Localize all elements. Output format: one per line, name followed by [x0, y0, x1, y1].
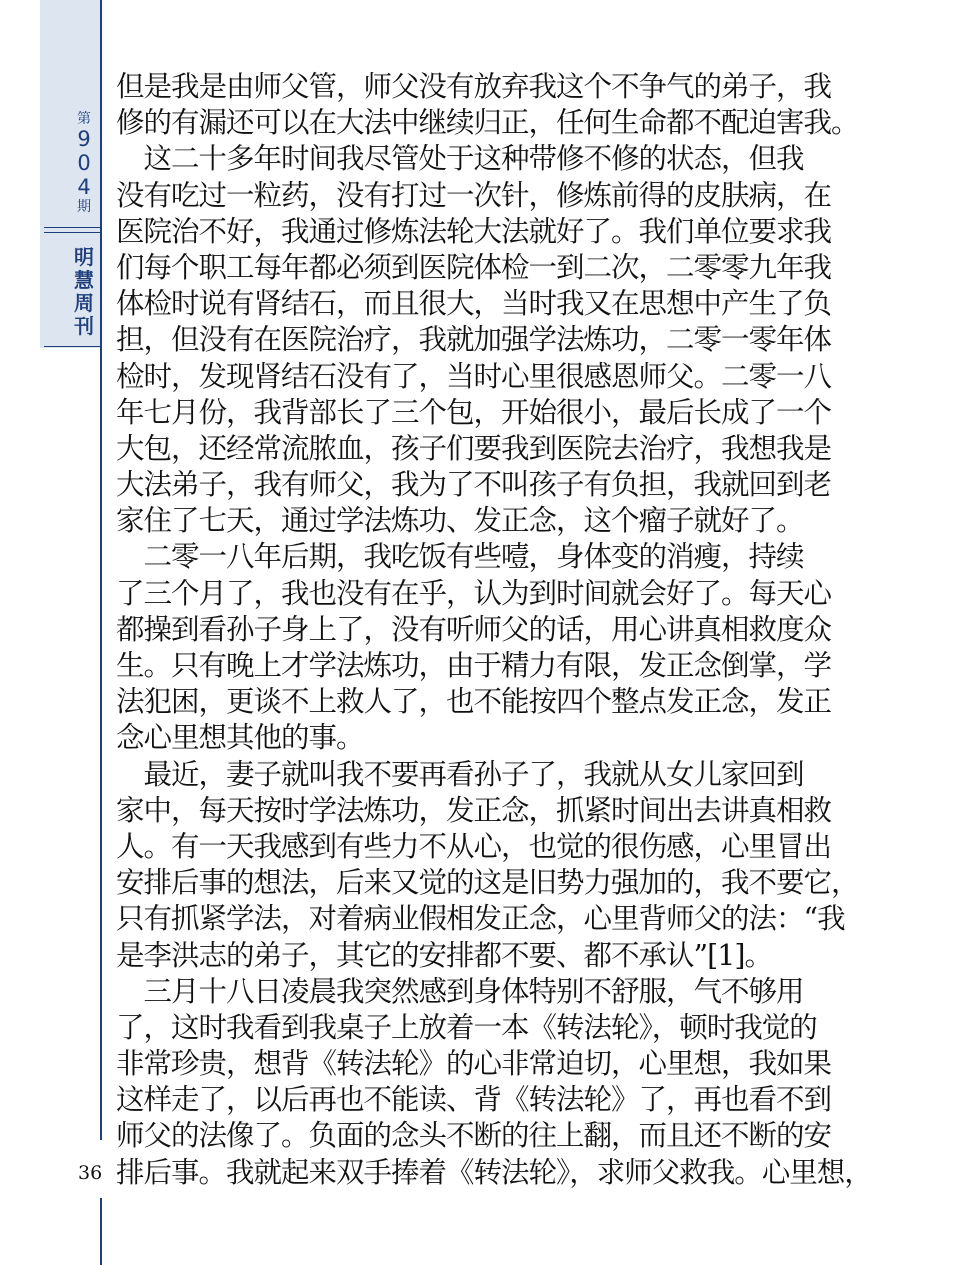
text-line: 年七月份，我背部长了三个包，开始很小，最后长成了一个 — [116, 395, 832, 429]
article-body — [116, 69, 872, 1191]
text-line: 二零一八年后期，我吃饭有些噎，身体变的消瘦，持续 — [116, 540, 804, 574]
text-line: 这样走了，以后再也不能读、背《转法轮》了，再也看不到 — [116, 1083, 832, 1117]
text-line: 检时，发现肾结石没有了，当时心里很感恩师父。二零一八 — [116, 359, 832, 393]
text-line: 了三个月了，我也没有在乎，认为到时间就会好了。每天心 — [116, 576, 832, 610]
text-line: 人。有一天我感到有些力不从心，也觉的很伤感，心里冒出 — [116, 829, 832, 863]
issue-digit: 4 — [77, 175, 91, 199]
issue-digit: 9 — [77, 127, 91, 151]
text-line: 是李洪志的弟子，其它的安排都不要、都不承认”[1]。 — [116, 938, 772, 972]
text-line: 安排后事的想法，后来又觉的这是旧势力强加的，我不要它， — [116, 866, 859, 900]
sidebar-rule — [44, 346, 101, 347]
sidebar-rule — [44, 227, 101, 228]
text-line: 生。只有晚上才学法炼功，由于精力有限，发正念倒掌，学 — [116, 649, 832, 682]
text-line: 修的有漏还可以在大法中继续归正，任何生命都不配迫害我。 — [116, 106, 859, 140]
magazine-title-char: 明 — [74, 245, 94, 269]
sidebar-rule — [44, 232, 101, 233]
magazine-title-char: 周 — [74, 291, 94, 315]
text-line: 家中，每天按时学法炼功，发正念，抓紧时间出去讲真相救 — [116, 793, 832, 827]
text-line: 大法弟子，我有师父，我为了不叫孩子有负担，我就回到老 — [116, 468, 832, 502]
text-line: 这二十多年时间我尽管处于这种带修不修的状态，但我 — [116, 142, 804, 176]
text-line: 体检时说有肾结石，而且很大，当时我又在思想中产生了负 — [116, 287, 832, 321]
text-line: 担，但没有在医院治疗，我就加强学法炼功，二零一零年体 — [116, 323, 832, 357]
text-line: 只有抓紧学法，对着病业假相发正念，心里背师父的法：“我 — [116, 902, 845, 936]
issue-number — [64, 111, 104, 215]
text-line: 非常珍贵，想背《转法轮》的心非常迫切，心里想，我如果 — [116, 1047, 832, 1081]
text-line: 师父的法像了。负面的念头不断的往上翻，而且还不断的安 — [116, 1119, 832, 1153]
text-line: 大包，还经常流脓血，孩子们要我到医院去治疗，我想我是 — [116, 431, 832, 465]
issue-prefix: 第 — [77, 111, 91, 127]
text-line: 法犯困，更谈不上救人了，也不能按四个整点发正念，发正 — [116, 685, 832, 719]
magazine-title-char: 刊 — [74, 314, 94, 338]
magazine-title — [64, 246, 104, 338]
text-line: 都操到看孙子身上了，没有听师父的话，用心讲真相救度众 — [116, 612, 832, 646]
text-line: 们每个职工每年都必须到医院体检一到二次，二零零九年我 — [116, 250, 832, 284]
text-line: 排后事。我就起来双手捧着《转法轮》，求师父救我。心里想， — [116, 1155, 872, 1189]
text-line: 最近，妻子就叫我不要再看孙子了，我就从女儿家回到 — [116, 757, 804, 791]
issue-digit: 0 — [77, 151, 91, 175]
text-line: 了，这时我看到我桌子上放着一本《转法轮》，顿时我觉的 — [116, 1010, 817, 1044]
text-line: 念心里想其他的事。 — [116, 721, 364, 755]
text-line: 医院治不好，我通过修炼法轮大法就好了。我们单位要求我 — [116, 214, 832, 248]
magazine-title-char: 慧 — [74, 268, 94, 292]
text-line: 没有吃过一粒药，没有打过一次针，修炼前得的皮肤病，在 — [116, 178, 832, 212]
issue-suffix: 期 — [77, 199, 91, 215]
page-number: 36 — [78, 1162, 103, 1184]
text-line: 家住了七天，通过学法炼功、发正念，这个瘤子就好了。 — [116, 504, 804, 538]
text-line: 但是我是由师父管，师父没有放弃我这个不争气的弟子，我 — [116, 70, 832, 103]
text-line: 三月十八日凌晨我突然感到身体特别不舒服，气不够用 — [116, 974, 804, 1008]
